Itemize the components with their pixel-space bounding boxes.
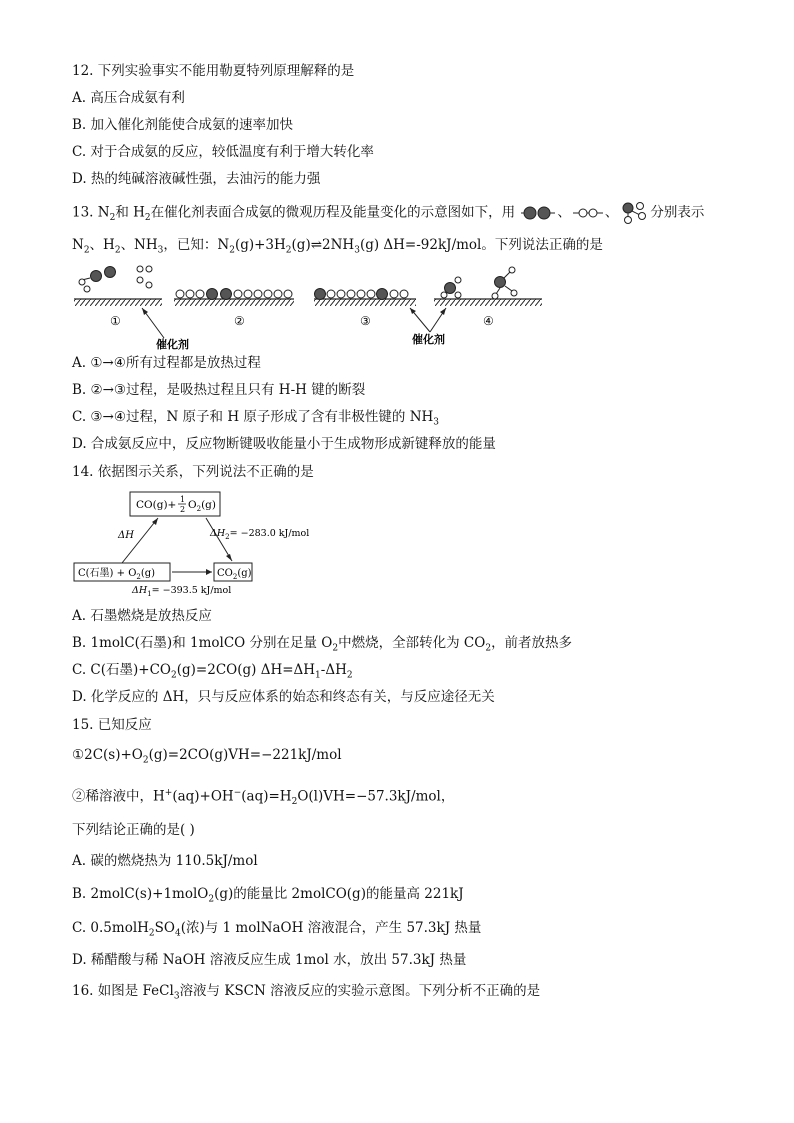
q13-option-b: B. ②→③过程，是吸热过程且只有 H-H 键的断裂 [72, 382, 366, 398]
svg-text:ΔH: ΔH [118, 530, 134, 541]
q15-reaction-2: ②稀溶液中，$H^+(aq)+OH^-(aq)=H_2O(l)VH=-57.3kJ$/mol， [72, 788, 455, 808]
q12-option-d: D. 热的纯碱溶液碱性强，去油污的能力强 [72, 171, 321, 187]
svg-text:ΔH2= −283.0 kJ/mol: $\Delta H_2= -283.0$ kJ/mol [210, 528, 310, 541]
q15-option-c: C. $0.5molH_2SO_4$(浓)与 1 molNaOH 溶液混合，产生 57.3kJ 热量 [72, 920, 482, 939]
svg-text:1: 1 [180, 495, 186, 504]
q15-option-b: B. 2molC(s)+1molO$_2$(g)的能量比 2molCO(g)的能量高 221kJ [72, 886, 464, 905]
q14-option-b: B. 1molC(石墨)和 1molCO 分别在足量 $O_2$中燃烧，全部转化为 $CO_2$，前者放热多 [72, 635, 573, 654]
q12-option-c: C. 对于合成氨的反应，较低温度有利于增大转化率 [72, 144, 374, 160]
stage-label-1: ① [110, 314, 121, 328]
q15-reaction-1: $①2C(s)+O_2(g)=2CO(g)VH=-221kJ$/mol [72, 747, 342, 766]
stage-label-3: ③ [360, 314, 371, 328]
n2-molecule-icon [519, 205, 557, 221]
q15-option-d: D. 稀醋酸与稀 NaOH 溶液反应生成 1mol 水，放出 57.3kJ 热量 [72, 952, 467, 968]
nh3-molecule-icon [618, 202, 650, 224]
q13-catalyst-diagram [70, 258, 550, 350]
stage-label-2: ② [234, 314, 245, 328]
q14-hess-diagram [72, 490, 322, 596]
catalyst-label-2: 催化剂 [412, 333, 445, 346]
q12-option-a: A. 高压合成氨有利 [72, 90, 185, 106]
svg-text:O2(g): $O_2(g)$ [188, 499, 216, 513]
q12-stem: 12. 下列实验事实不能用勒夏特列原理解释的是 [72, 63, 355, 79]
svg-text:2: 2 [180, 505, 186, 514]
q16-stem: 16. 如图是 FeCl$_3$溶液与 KSCN 溶液反应的实验示意图。下列分析不正确的是 [72, 983, 541, 1002]
q13-option-d: D. 合成氨反应中，反应物断键吸收能量小于生成物形成新键释放的能量 [72, 436, 496, 452]
q13-option-a: A. ①→④所有过程都是放热过程 [72, 355, 261, 371]
q14-option-c: C. C(石墨)$+CO_2(g)=2CO(g)$ $\Delta H=\Delta H_1-\Delta H_2$ [72, 662, 353, 681]
svg-text:ΔH1= −393.5 kJ/mol: $\Delta H_1= -393.5$ kJ/mol [132, 585, 232, 596]
q12-option-b: B. 加入催化剂能使合成氨的速率加快 [72, 117, 294, 133]
surface-panel-4 [434, 267, 542, 306]
q15-stem: 15. 已知反应 [72, 717, 152, 733]
catalyst-label-1: 催化剂 [156, 338, 189, 350]
q14-option-d: D. 化学反应的 ΔH，只与反应体系的始态和终态有关，与反应途径无关 [72, 689, 495, 705]
q15-option-a: A. 碳的燃烧热为 110.5kJ/mol [72, 853, 258, 869]
surface-panel-3 [314, 289, 416, 307]
q13-stem-line2: $N_2$、$H_2$、$NH_3$，已知：$N_2(g)+3H_2(g)\rightleftharpoons 2NH_3(g)$ ΔH=-92kJ/mol。下列说法正确的是 [72, 237, 603, 256]
surface-panel-1 [74, 266, 162, 306]
svg-text:C(石墨) + O2(g): C(石墨) + $O_2(g)$ [78, 568, 156, 581]
h2-molecule-icon [571, 205, 605, 221]
q14-option-a: A. 石墨燃烧是放热反应 [72, 608, 212, 624]
q14-stem: 14. 依据图示关系，下列说法不正确的是 [72, 464, 314, 480]
stage-label-4: ④ [483, 314, 494, 328]
q13-stem: 13. $N_2$和 $H_2$在催化剂表面合成氨的微观历程及能量变化的示意图如下，用 、 、 分别表示 [72, 202, 704, 227]
svg-text:CO2(g): $CO_2(g)$ [217, 568, 252, 581]
surface-panel-2 [174, 289, 294, 307]
q15-question: 下列结论正确的是( ) [72, 822, 195, 838]
q13-option-c: C. ③→④过程，N 原子和 H 原子形成了含有非极性键的 $NH_3$ [72, 409, 440, 428]
svg-text:CO(g)+: CO(g)+ [136, 499, 177, 511]
